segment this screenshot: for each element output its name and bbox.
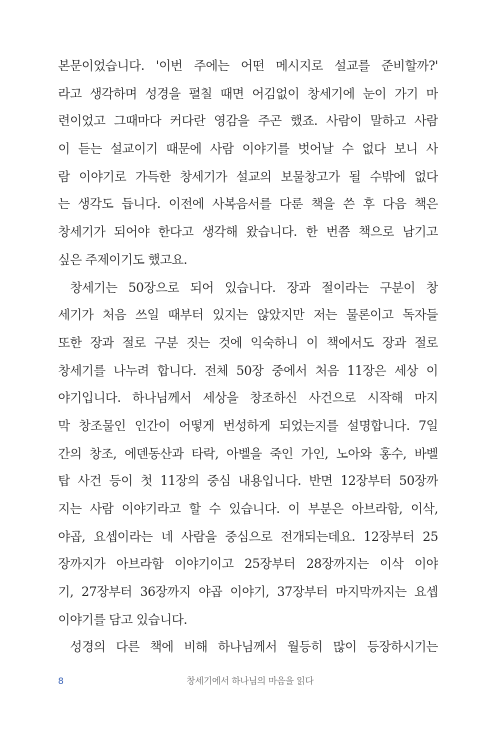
text-line: 기, 27장부터 36장까지 야곱 이야기, 37장부터 마지막까지는 요셉 — [58, 584, 438, 600]
text-line: 싶은 주제이기도 했고요. — [58, 251, 188, 267]
text-line: 이야기를 담고 있습니다. — [58, 611, 188, 627]
text-line: 막 창조물인 인간이 어떻게 번성하게 되었는지를 설명합니다. 7일 — [58, 417, 438, 433]
text-line: 야곱, 요셉이라는 네 사람을 중심으로 전개되는데요. 12장부터 25 — [58, 528, 438, 544]
page-number: 8 — [58, 677, 64, 687]
page-footer — [0, 672, 500, 692]
text-line: 람 이야기로 가득한 창세기가 설교의 보물창고가 될 수밖에 없다 — [58, 168, 438, 184]
text-line: 간의 창조, 에덴동산과 타락, 아벨을 죽인 가인, 노아와 홍수, 바벨 — [58, 445, 438, 461]
text-line: 이 듣는 설교이기 때문에 사람 이야기를 벗어날 수 없다 보니 사 — [58, 141, 438, 157]
text-line: 또한 장과 절로 구분 짓는 것에 익숙하니 이 책에서도 장과 절로 — [58, 334, 438, 350]
text-line: 는 생각도 듭니다. 이전에 사복음서를 다룬 책을 쓴 후 다음 책은 — [58, 196, 438, 212]
text-line: 본문이었습니다. '이번 주에는 어떤 메시지로 설교를 준비할까?' — [58, 58, 438, 73]
text-line: 세기가 처음 쓰일 때부터 있지는 않았지만 저는 물론이고 독자들 — [58, 307, 438, 323]
text-line: 라고 생각하며 성경을 펼칠 때면 어김없이 창세기에 눈이 가기 마 — [58, 85, 438, 101]
text-line: 탑 사건 등이 첫 11장의 중심 내용입니다. 반면 12장부터 50장까 — [58, 473, 438, 489]
text-line: 장까지가 아브라함 이야기이고 25장부터 28장까지는 이삭 이야 — [58, 556, 438, 572]
body-text — [58, 52, 438, 661]
text-line: 창세기가 되어야 한다고 생각해 왔습니다. 한 번쯤 책으로 남기고 — [58, 224, 438, 240]
running-title: 창세기에서 하나님의 마음을 읽다 — [186, 677, 314, 687]
text-line: 성경의 다른 책에 비해 하나님께서 월등히 많이 등장하시기는 — [70, 639, 438, 655]
text-line: 창세기를 나누려 합니다. 전체 50장 중에서 처음 11장은 세상 이 — [58, 362, 438, 378]
text-line: 련이었고 그때마다 커다란 영감을 주곤 했죠. 사람이 말하고 사람 — [58, 113, 438, 129]
text-line: 야기입니다. 하나님께서 세상을 창조하신 사건으로 시작해 마지 — [58, 390, 438, 406]
text-line: 지는 사람 이야기라고 할 수 있습니다. 이 부분은 아브라함, 이삭, — [58, 501, 438, 516]
text-line: 창세기는 50장으로 되어 있습니다. 장과 절이라는 구분이 창 — [70, 279, 438, 295]
